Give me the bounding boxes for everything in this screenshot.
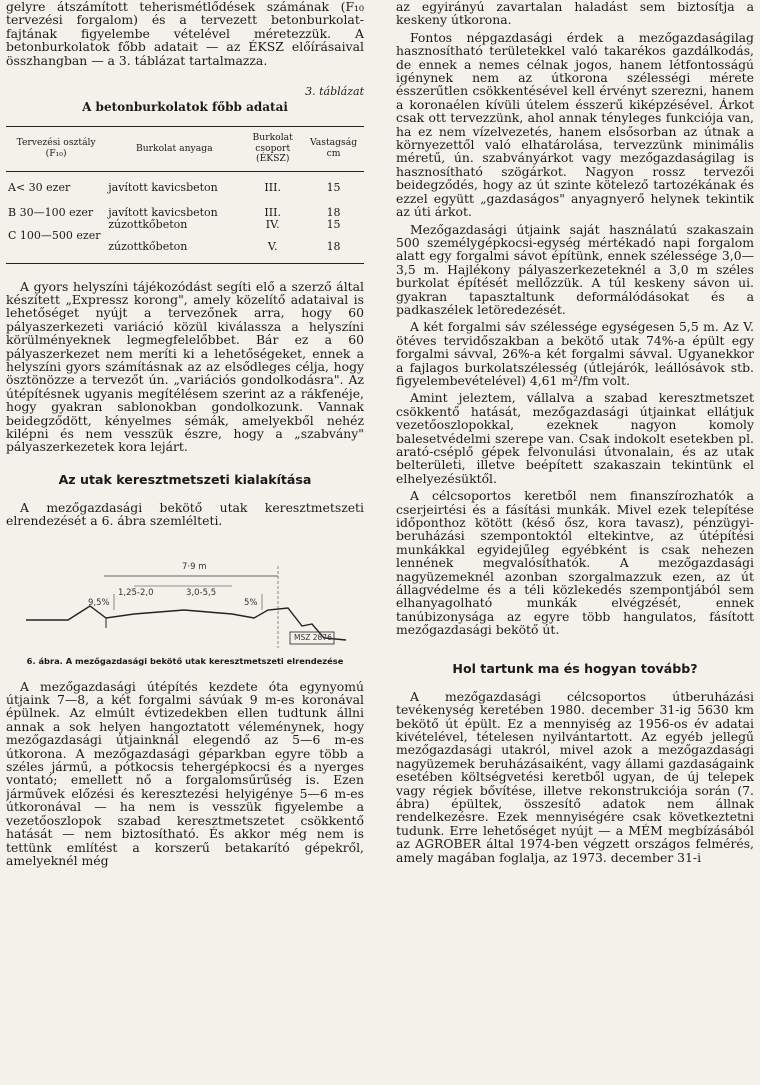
table-cell-group: V. xyxy=(242,230,303,263)
table-number: 3. táblázat xyxy=(305,85,364,99)
cross-section-figure xyxy=(6,538,364,650)
section-title-cross-section: Az utak keresztmetszeti kialakítása xyxy=(58,471,312,487)
right-column xyxy=(396,0,754,1085)
left-column xyxy=(6,0,364,1085)
figure-label-slope-right: 5% xyxy=(244,597,258,608)
paragraph-express-disc: A gyors helyszíni tájékozódást segíti elő a szerző által készített „Expressz korong", amely közelítő adataival is lehetőséget nyújt a tervezőnek arra, hogy 60 pályaszerkezeti variáció közül kiválassza a helyszíni körülményeknek legmegfelelőbbet. Bár ez a 60 pályaszerkezet nem meríti ki a lehetőségeket, ennek a helyszíni gyors számításnak az az elsődleges célja, hogy ösztönözze a tervezőt ún. „variációs gondolkodásra". Az útépítésnek ugyanis megítélésem szerint az a rákfenéje, hogy gyakran sablonokban gondolkozunk. Vannak beidegződött, kényelmes sémák, amelyekből nehéz kilépni és nem vesszük észre, hogy a „szabvány" pályaszerkezetek kora lejárt. xyxy=(6,278,364,455)
paragraph-guide-posts: Amint jeleztem, vállalva a szabad keresztmetszet csökkentő hatását, mezőgazdasági útjainkat ellátjuk vezetőoszlopokkal, ezeknek nagyon komoly balesetvédelmi szerepe van. Csak indokolt esetekben pl. arató-cséplő gépek felvonulási útvonalain, és az utak belterületi, illetve beépített szakaszain tekintünk el elhelyezésüktől. xyxy=(396,390,754,486)
figure-label-slope-left: 9,5% xyxy=(88,597,110,608)
table-cell-material xyxy=(106,193,242,230)
table-header-row xyxy=(6,127,364,172)
figure-label-lane: 3,0-5,5 xyxy=(186,587,217,598)
table-title: A betonburkolatok főbb adatai xyxy=(82,100,288,115)
pavement-data-table xyxy=(6,126,364,264)
table-row xyxy=(6,193,364,230)
table-header-material: Burkolat anyaga xyxy=(106,127,242,172)
paragraph-two-lanes: A két forgalmi sáv szélessége egységesen 5,5 m. Az V. ötéves tervidőszakban a bekötő utak 74%-a épült egy forgalmi sávval, 26%-a két forgalmi sávval. Ugyanekkor a fajlagos burkolatszélesség (útlejárók, leállósávok stb. figyelembevételével) 4,61 m²/fm volt. xyxy=(396,319,754,388)
table-row xyxy=(6,230,364,263)
table-cell-class: B 30—100 ezer xyxy=(8,206,94,220)
table-cell-class: C 100—500 ezer xyxy=(6,230,106,263)
paragraph-continuation: az egyirányú zavartalan haladást sem biztosítja a keskeny útkorona. xyxy=(396,0,754,28)
paragraph-land-economy: Fontos népgazdasági érdek a mezőgazdaságilag hasznosítható területekkel való takarékos gazdálkodás, de ennek a nemes célnak jogos, hanem létfontosságú igénynek nem az útkorona szélességi mérete ésszerűtlen csökkentésével kell érvényt szerezni, hanem a koronaélen kívüli útelem ésszerű kiképzésével. Árkot csak ott tervezzünk, ahol annak tényleges funkciója van, ha ez nem vízelvezetés, hanem elsősorban az útnak a környezettől való elhatárolása, tervezzünk minimális méretű, ún. szabványárkot vagy mezőgazdaságilag is hasznosítható szögárkot. Nagyon rossz tervezői beidegződés, hogy az út szinte kötelező tartozékának és ezzel együtt „gazdaságos" anyagnyerő helynek tekintik az úti árkot. xyxy=(396,29,754,220)
figure-label-total-width: 7·9 m xyxy=(182,561,207,572)
paragraph-figure-reference: A mezőgazdasági bekötő utak keresztmetszeti elrendezését a 6. ábra szemlélteti. xyxy=(6,499,364,529)
table-cell-material: javított kavicsbeton xyxy=(108,180,218,194)
table-cell-group-line: III. xyxy=(264,206,281,220)
table-cell-group-line: IV. xyxy=(265,217,280,231)
paragraph-statistics: A mezőgazdasági célcsoportos útberuházási tevékenység keretében 1980. december 31-ig 5630 km bekötő út épült. Ez a mennyiség az 1956-os év adatai kivételével, tételesen nyilvántartott. Az egyéb jellegű mezőgazdasági utakról, mivel azok a mezőgazdasági nagyüzemek beruházásaiként, vagy állami gazdaságaink esetében költségvetési keretből ugyan, de új telepek vagy régiek bővítése, illetve rekonstrukciója során (7. ábra) épültek, összesítő adatok nem állnak rendelkezésre. Ezek mennyiségére csak következtetni tudunk. Erre lehetőséget nyújt — a MÉM megbízásából az AGROBER által 1974-ben végzett országos felmérés, amely magában foglalja, az 1973. december 31-i xyxy=(396,688,754,865)
table-cell-thickness-line: 15 xyxy=(326,217,341,231)
table-cell-material-line: zúzottkőbeton xyxy=(108,217,188,231)
table-cell-group xyxy=(242,193,303,230)
paragraph-planting: A célcsoportos keretből nem finanszírozhatók a cserjeirtési és a fásítási munkák. Mivel ezek telepítése időponthoz kötött (késő ősz, kora tavasz), pénzügyi-beruházási szempontoktól eltekintve, az útépítési munkákkal egyidejűleg egyébként is csak nehezen lennének megvalósíthatók. A mezőgazdasági nagyüzemeknél azonban szorgalmazzuk ezen, az út állagvédelme és a téli közlekedés szempontjából sem elhanyagolható munkák elvégzését, ennek tanúbizonysága az egyre több hangulatos, fásított mezőgazdasági bekötő út. xyxy=(396,488,754,638)
table-header-class: Tervezési osztály (F₁₀) xyxy=(6,127,106,172)
table-cell-thickness: 18 xyxy=(303,230,364,263)
paragraph-lane-width: Mezőgazdasági útjaink saját használatú szakaszain 500 személygépkocsi-egység mértékadó napi forgalom alatt egy forgalmi sávot építünk, ennek szélessége 3,0—3,5 m. Hajlékony pályaszerkezeteknél a 3,0 m széles burkolat építését mellőzzük. A túl keskeny sávon ui. gyakran tapasztaltunk deformálódásokat és a padkaszélek letöredezését. xyxy=(396,221,754,317)
table-cell-material: zúzottkőbeton xyxy=(106,230,242,263)
figure-caption: 6. ábra. A mezőgazdasági bekötő utak keresztmetszeti elrendezése xyxy=(26,655,344,666)
table-cell-thickness-line: 18 xyxy=(326,206,341,220)
section-title-where-we-stand: Hol tartunk ma és hogyan tovább? xyxy=(452,660,698,676)
paragraph-road-widths: A mezőgazdasági útépítés kezdete óta egynyomú útjaink 7—8, a két forgalmi sávúak 9 m-es koronával épülnek. Az elmúlt évtizedekben ellen tudtunk állni annak a sok helyen hangoztatott véleménynek, hogy mezőgazdasági útjainknál elegendő az 5—6 m-es útkorona. A mezőgazdasági géparkban egyre több a széles jármű, a pótkocsis tehergépkocsi és a nyerges vontató; emellett nő a forgalomsűrűség is. Ezen járművek előzési és keresztezési helyigénye 5—6 m-es útkoronával — ha nem is vesszük figyelembe a vezetőoszlopok szabad keresztmetszetet csökkentő hatását — nem biztosítható. És akkor még nem is tettünk említést a korszerű betakarító gépekről, amelyeknél még xyxy=(6,678,364,868)
figure-label-standard: MSZ 2876 xyxy=(294,632,332,642)
table-header-thickness: Vastagság cm xyxy=(303,127,364,172)
figure-label-shoulder: 1,25-2,0 xyxy=(118,587,154,598)
table-header-group: Burkolat csoport (ÉKSZ) xyxy=(242,127,303,172)
table-row xyxy=(6,171,364,193)
table-cell-thickness: 15 xyxy=(326,180,341,194)
table-cell-group: III. xyxy=(264,180,281,194)
table-cell-class: A< 30 ezer xyxy=(8,180,71,194)
table-cell-material-line: javított kavicsbeton xyxy=(108,206,218,220)
table-cell-thickness xyxy=(303,193,364,230)
intro-paragraph: gelyre átszámított teherismétlődések számának (F₁₀ tervezési forgalom) és a tervezett betonburkolat-fajtának figyelembe vételével méretezzük. A betonburkolatok főbb adatait — az ÉKSZ előírásaival összhangban — a 3. táblázat tartalmazza. xyxy=(6,0,364,68)
